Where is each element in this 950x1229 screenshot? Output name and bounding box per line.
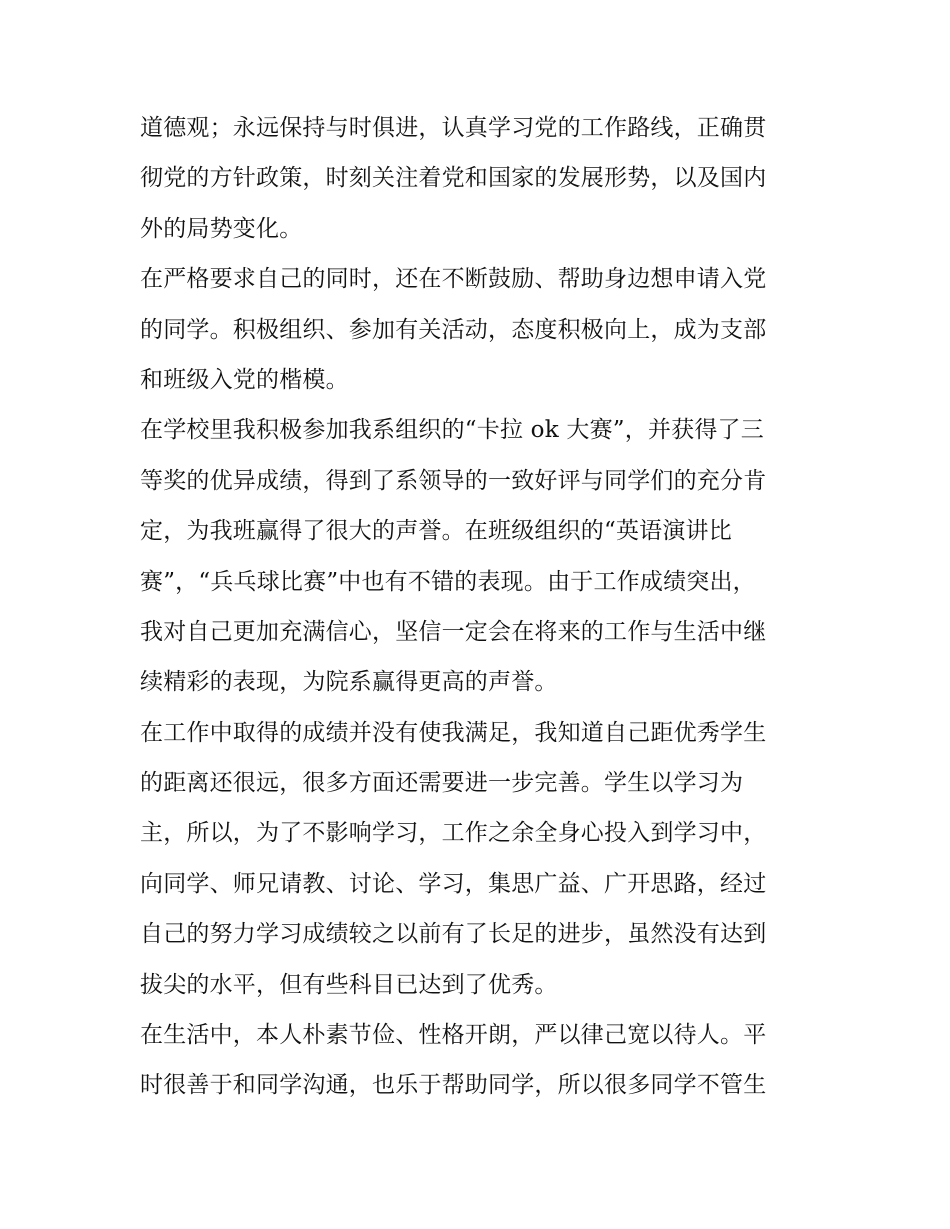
text-line: 在严格要求自己的同时，还在不断鼓励、帮助身边想申请入党 — [140, 266, 767, 293]
text-line: 赛”，“兵乓球比赛”中也有不错的表现。由于工作成绩突出， — [140, 568, 756, 595]
text-line: 定，为我班赢得了很大的声誉。在班级组织的“英语演讲比 — [140, 518, 732, 545]
text-line: 在学校里我积极参加我系组织的“卡拉 ok 大赛”，并获得了三 — [140, 417, 764, 444]
text-line: 的同学。积极组织、参加有关活动，态度积极向上，成为支部 — [140, 316, 767, 343]
text-line: 主，所以，为了不影响学习，工作之余全身心投入到学习中， — [140, 820, 767, 847]
text-line: 等奖的优异成绩，得到了系领导的一致好评与同学们的充分肯 — [140, 467, 767, 494]
text-line: 外的局势变化。 — [140, 215, 303, 242]
text-line: 彻党的方针政策，时刻关注着党和国家的发展形势，以及国内 — [140, 165, 767, 192]
text-line: 向同学、师兄请教、讨论、学习，集思广益、广开思路，经过 — [140, 870, 767, 897]
text-line: 的距离还很远，很多方面还需要进一步完善。学生以学习为 — [140, 770, 744, 797]
text-line: 时很善于和同学沟通，也乐于帮助同学，所以很多同学不管生 — [140, 1072, 767, 1099]
text-line: 道德观；永远保持与时俱进，认真学习党的工作路线，正确贯 — [140, 115, 767, 141]
text-line: 拔尖的水平，但有些科目已达到了优秀。 — [140, 971, 558, 998]
text-line: 我对自己更加充满信心，坚信一定会在将来的工作与生活中继 — [140, 618, 767, 645]
text-line: 续精彩的表现，为院系赢得更高的声誉。 — [140, 669, 558, 696]
text-line: 在工作中取得的成绩并没有使我满足，我知道自己距优秀学生 — [140, 719, 767, 746]
document-body — [140, 103, 820, 1111]
text-line: 自己的努力学习成绩较之以前有了长足的进步，虽然没有达到 — [140, 921, 767, 948]
text-line: 和班级入党的楷模。 — [140, 366, 349, 393]
text-line: 在生活中，本人朴素节俭、性格开朗，严以律己宽以待人。平 — [140, 1022, 767, 1049]
